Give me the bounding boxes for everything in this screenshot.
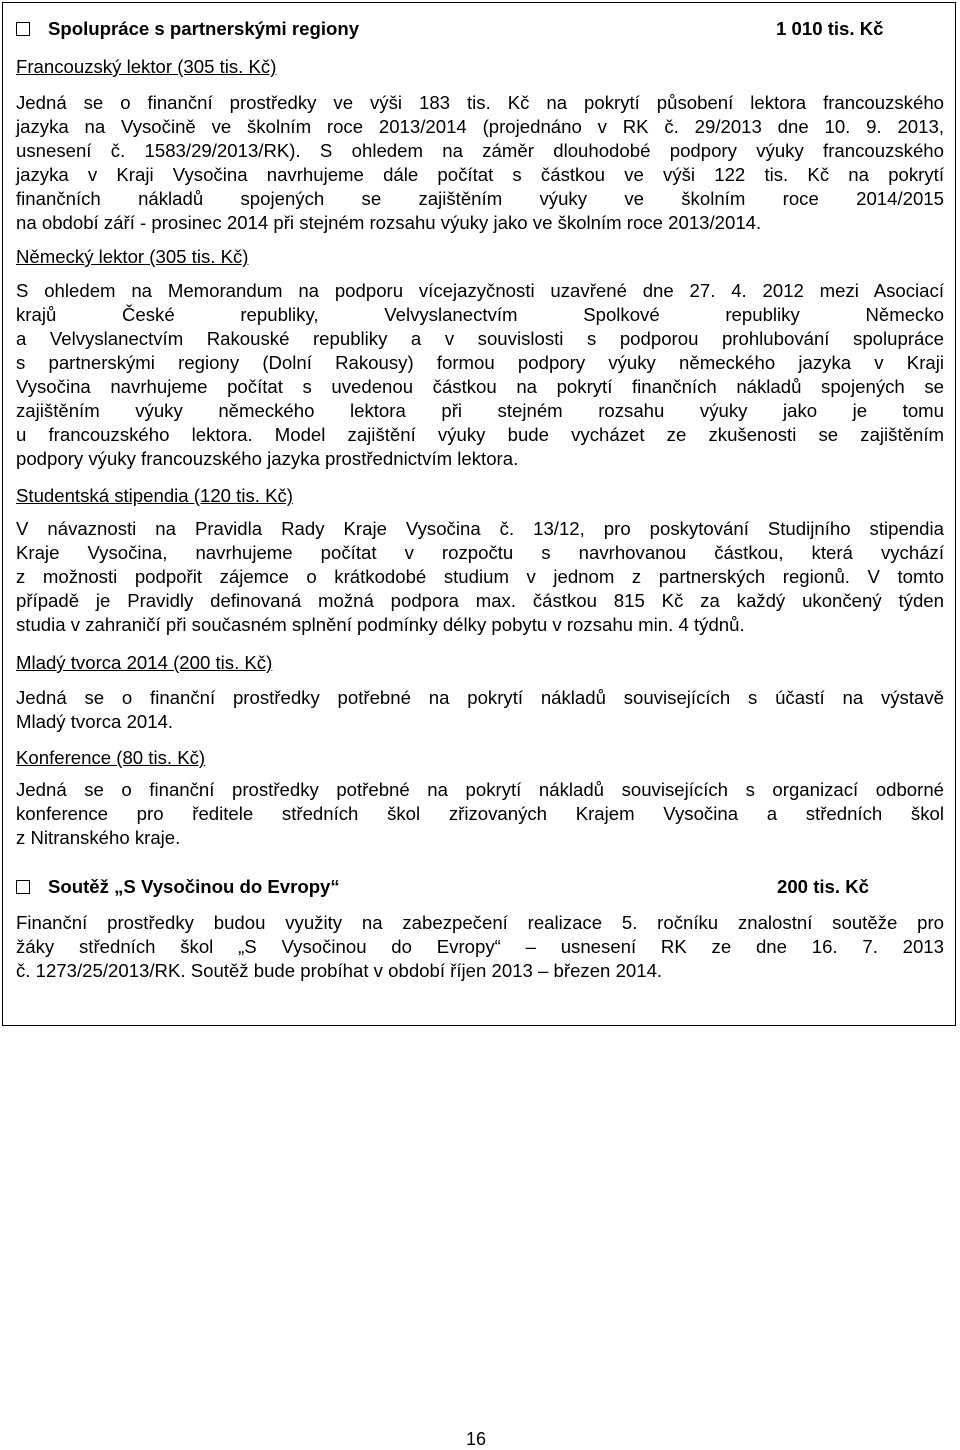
paragraph-line: Finanční prostředky budou využity na zabezpečení realizace 5. ročníku znalostní soutěže pro	[16, 912, 944, 933]
paragraph-line: konference pro ředitele středních škol zřizovaných Krajem Vysočina a středních škol	[16, 803, 944, 824]
subheading-conference: Konference (80 tis. Kč)	[16, 747, 206, 768]
page-number: 16	[466, 1429, 487, 1449]
paragraph-line: jazyka na Vysočině ve školním roce 2013/2014 (projednáno v RK č. 29/2013 dne 10. 9. 2013,	[16, 116, 944, 137]
paragraph-line: zajištěním výuky německého lektora při stejném rozsahu výuky jako je tomu	[16, 400, 944, 421]
section-amount: 200 tis. Kč	[777, 876, 869, 897]
paragraph-line: usnesení č. 1583/29/2013/RK). S ohledem na záměr dlouhodobé podpory výuky francouzského	[16, 140, 944, 161]
section-amount: 1 010 tis. Kč	[776, 18, 884, 39]
paragraph-line: na období září - prosinec 2014 při stejném rozsahu výuky jako ve školním roce 2013/2014.	[16, 212, 762, 233]
paragraph-line: finančních nákladů spojených se zajištěním výuky ve školním roce 2014/2015	[16, 188, 944, 209]
paragraph-line: žáky středních škol „S Vysočinou do Evropy“ – usnesení RK ze dne 16. 7. 2013	[16, 936, 944, 957]
paragraph-line: krajů České republiky, Velvyslanectvím Spolkové republiky Německo	[16, 304, 944, 325]
paragraph-line: studia v zahraničí při současném splnění podmínky délky pobytu v rozsahu min. 4 týdnů.	[16, 614, 745, 635]
paragraph-line: Jedná se o finanční prostředky potřebné na pokrytí nákladů souvisejících s organizací odborné	[16, 779, 944, 800]
paragraph-line: Kraje Vysočina, navrhujeme počítat v rozpočtu s navrhovanou částkou, která vychází	[16, 542, 944, 563]
paragraph-line: podpory výuky francouzského jazyka prostřednictvím lektora.	[16, 448, 519, 469]
subheading-young-creator: Mladý tvorca 2014 (200 tis. Kč)	[16, 652, 273, 673]
paragraph-line: Jedná se o finanční prostředky potřebné na pokrytí nákladů souvisejících s účastí na výstavě	[16, 687, 944, 708]
paragraph-line: S ohledem na Memorandum na podporu vícejazyčnosti uzavřené dne 27. 4. 2012 mezi Asociací	[16, 280, 944, 301]
subheading-german-lector: Německý lektor (305 tis. Kč)	[16, 246, 249, 267]
paragraph-line: z možnosti podpořit zájemce o krátkodobé studium v jednom z partnerských regionů. V tomto	[16, 566, 944, 587]
paragraph-line: u francouzského lektora. Model zajištění výuky bude vycházet ze zkušenosti se zajištěním	[16, 424, 944, 445]
section-heading-partner-regions: Spolupráce s partnerskými regiony	[16, 17, 359, 41]
paragraph-line: č. 1273/25/2013/RK. Soutěž bude probíhat v období říjen 2013 – březen 2014.	[16, 960, 663, 981]
subheading-french-lector: Francouzský lektor (305 tis. Kč)	[16, 56, 277, 77]
checkbox-icon	[16, 880, 30, 894]
paragraph-line: z Nitranského kraje.	[16, 827, 181, 848]
paragraph-line: případě je Pravidly definovaná možná podpora max. částkou 815 Kč za každý ukončený týden	[16, 590, 944, 611]
paragraph-line: a Velvyslanectvím Rakouské republiky a v souvislosti s podporou prohlubování spolupráce	[16, 328, 944, 349]
paragraph-line: jazyka v Kraji Vysočina navrhujeme dále počítat s částkou ve výši 122 tis. Kč na pokrytí	[16, 164, 944, 185]
paragraph-line: Vysočina navrhujeme počítat s uvedenou částkou na pokrytí finančních nákladů spojených se	[16, 376, 944, 397]
subheading-student-scholarships: Studentská stipendia (120 tis. Kč)	[16, 485, 293, 506]
paragraph-line: s partnerskými regiony (Dolní Rakousy) formou podpory výuky německého jazyka v Kraji	[16, 352, 944, 373]
section-heading-competition: Soutěž „S Vysočinou do Evropy“	[16, 875, 340, 899]
paragraph-line: Jedná se o finanční prostředky ve výši 183 tis. Kč na pokrytí působení lektora francouzského	[16, 92, 944, 113]
paragraph-line: Mladý tvorca 2014.	[16, 711, 174, 732]
paragraph-line: V návaznosti na Pravidla Rady Kraje Vysočina č. 13/12, pro poskytování Studijního stipendia	[16, 518, 944, 539]
checkbox-icon	[16, 22, 30, 36]
